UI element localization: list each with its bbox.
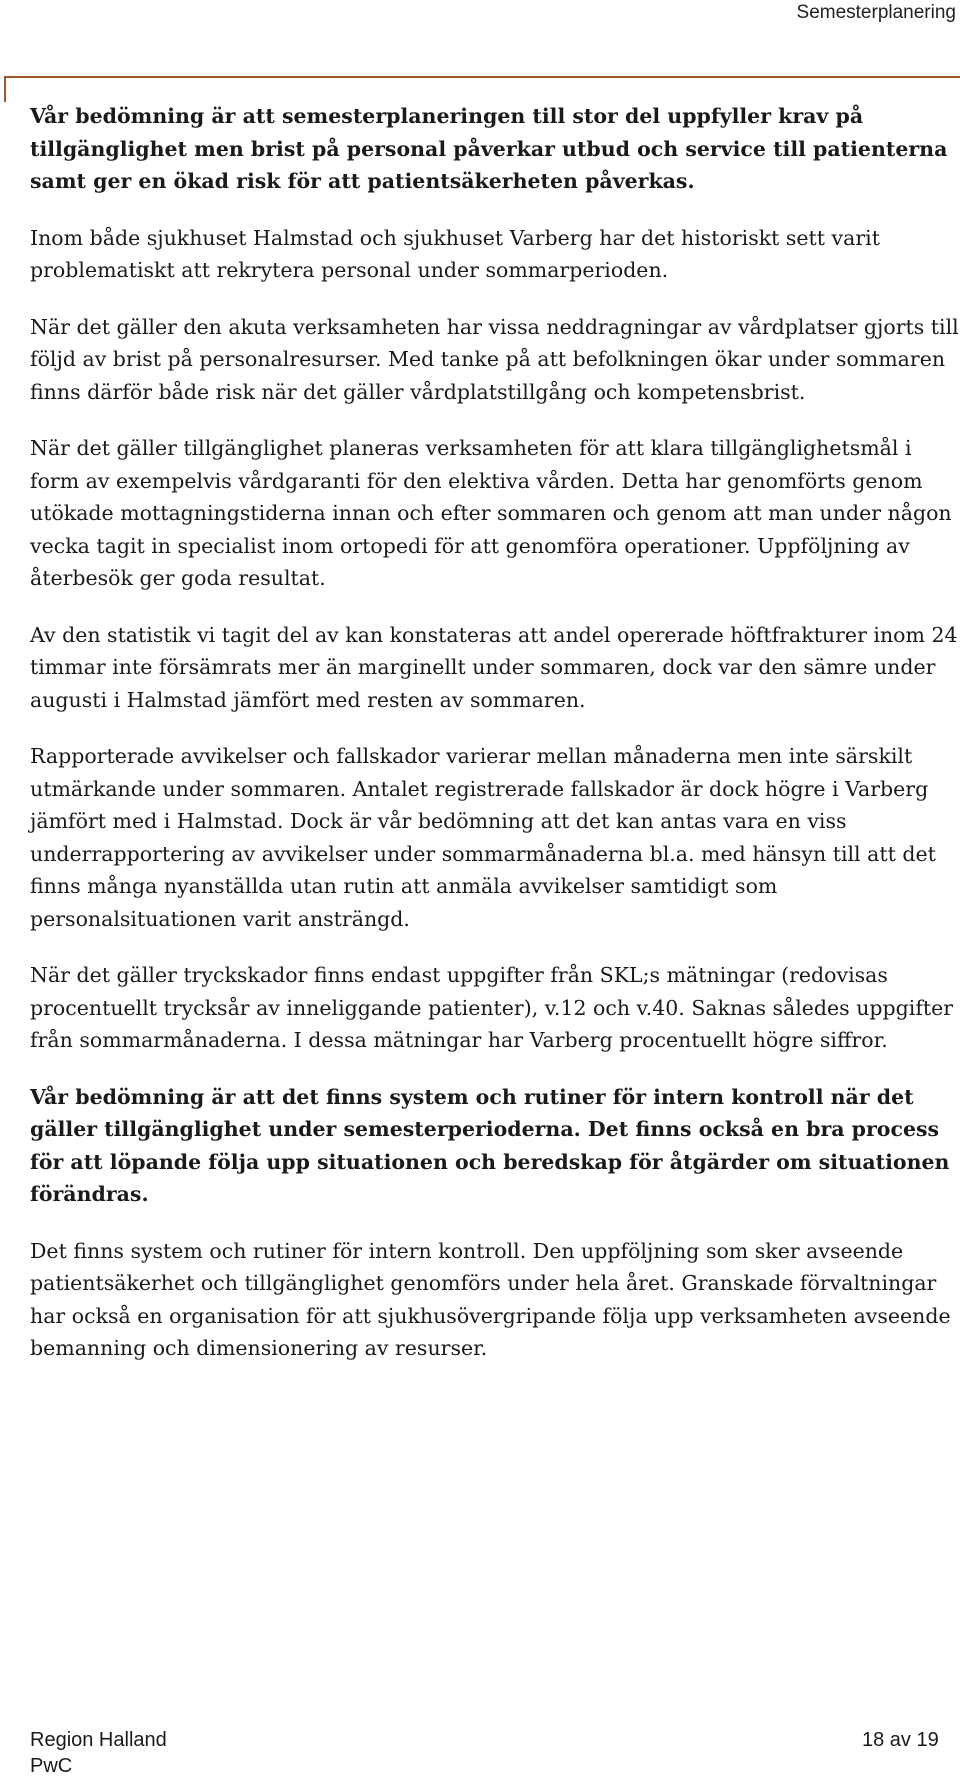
body-paragraph-accessibility: När det gäller tillgänglighet planeras verksamheten för att klara tillgänglighetsmål i form av exempelvis vårdgaranti för den elektiva vården. Detta har genomförts genom utökade mottagningstiderna innan och efter sommaren och genom att man under någon vecka tagit in specialist inom ortopedi för att genomföra operationer. Uppföljning av återbesök ger goda resultat.: [30, 436, 952, 590]
assessment-paragraph-2: Vår bedömning är att det finns system och rutiner för intern kontroll när det gäller tillgänglighet under semesterperioderna. Det finns också en bra process för att löpande följa upp situationen och beredskap för åtgärder om situationen förändras.: [30, 1084, 950, 1206]
header-corner-mark: [4, 76, 6, 102]
body-paragraph-recruitment: Inom både sjukhuset Halmstad och sjukhuset Varberg har det historiskt sett varit problematiskt att rekrytera personal under sommarperioden.: [30, 225, 880, 282]
body-paragraph-acute-care: När det gäller den akuta verksamheten har vissa neddragningar av vårdplatser gjorts till följd av brist på personalresurser. Med tanke på att befolkningen ökar under sommaren finns därför både risk när det gäller vårdplatstillgång och kompetensbrist.: [30, 314, 959, 404]
document-body: [30, 100, 960, 1389]
body-paragraph-pressure-injuries: När det gäller tryckskador finns endast uppgifter från SKL;s mätningar (redovisas procentuellt trycksår av inneliggande patienter), v.12 och v.40. Saknas således uppgifter från sommarmånaderna. I dessa mätningar har Varberg procentuellt högre siffror.: [30, 963, 954, 1052]
footer-author: PwC: [30, 1755, 73, 1777]
header-rule: [4, 76, 960, 78]
page-footer-left: [30, 1727, 167, 1779]
assessment-paragraph-1: Vår bedömning är att semesterplaneringen till stor del uppfyller krav på tillgänglighet men brist på personal påverkar utbud och service till patienterna samt ger en ökad risk för att patientsäkerheten påverkas.: [30, 104, 948, 193]
body-paragraph-deviations: Rapporterade avvikelser och fallskador varierar mellan månaderna men inte särskilt utmärkande under sommaren. Antalet registrerade fallskador är dock högre i Varberg jämfört med i Halmstad. Dock är vår bedömning att det kan antas vara en viss underrapportering av avvikelser under sommarmånaderna bl.a. med hänsyn till att det finns många nyanställda utan rutin att anmäla avvikelser samtidigt som personalsituationen varit ansträngd.: [30, 744, 936, 931]
body-paragraph-internal-control: Det finns system och rutiner för intern kontroll. Den uppföljning som sker avseende patientsäkerhet och tillgänglighet genomförs under hela året. Granskade förvaltningar har också en organisation för att sjukhusövergripande följa upp verksamheten avseende bemanning och dimensionering av resurser.: [30, 1238, 951, 1360]
page-header-title: Semesterplanering: [796, 2, 956, 23]
page-number: 18 av 19: [862, 1729, 939, 1751]
body-paragraph-hip-fractures: Av den statistik vi tagit del av kan konstateras att andel opererade höftfrakturer inom 24 timmar inte försämrats mer än marginellt under sommaren, dock var den sämre under augusti i Halmstad jämfört med resten av sommaren.: [30, 622, 958, 712]
footer-organization: Region Halland: [30, 1729, 167, 1751]
